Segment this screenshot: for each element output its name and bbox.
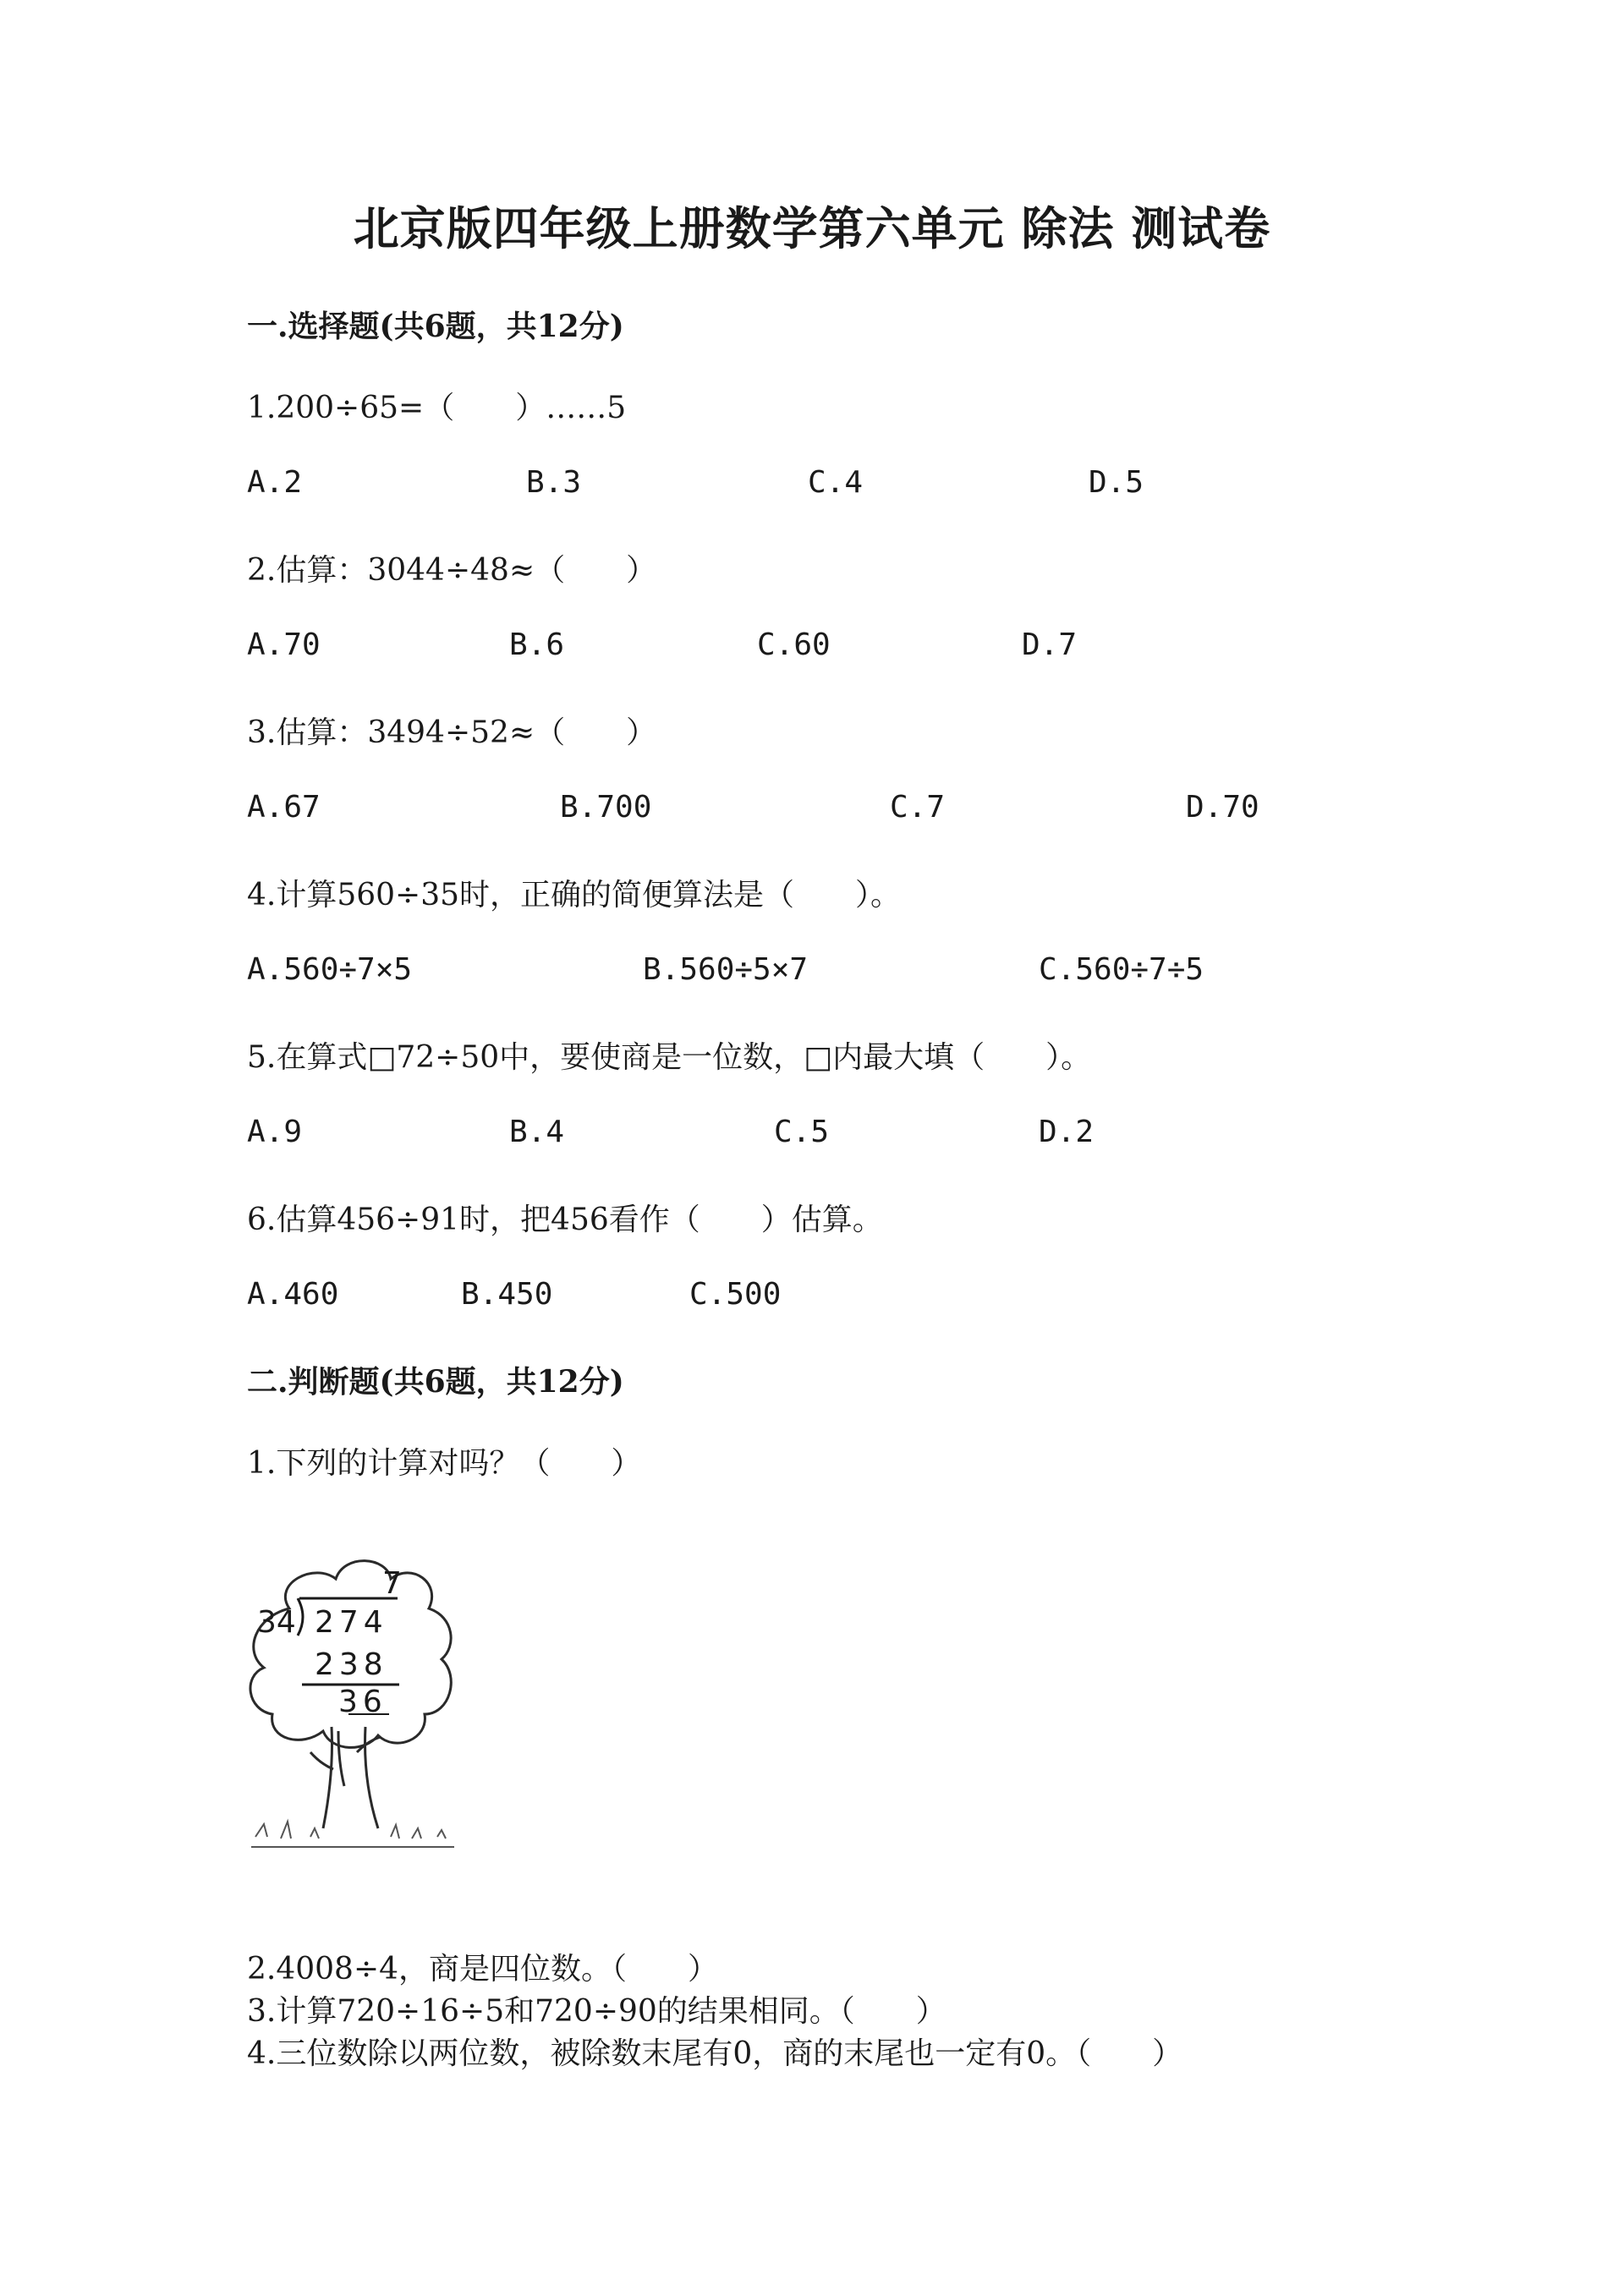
option-b: B.4 [509,1115,565,1149]
option-c: C.4 [808,465,864,500]
option-d: D.70 [1186,790,1259,825]
question-stem: 2.估算：3044÷48≈（ ） [247,553,657,588]
option-a: A.9 [247,1115,303,1149]
question-stem: 1.下列的计算对吗？（ ） [247,1446,642,1481]
option-c: C.60 [757,627,831,662]
question-stem: 4.计算560÷35时，正确的简便算法是（ ）。 [247,878,902,912]
page-title: 北京版四年级上册数学第六单元 除法 测试卷 [353,201,1271,255]
option-b: B.560÷5×7 [643,952,809,987]
option-d: D.5 [1089,465,1144,500]
tree-division-figure [239,1549,467,1862]
quotient-digit: 7 [382,1566,402,1601]
product: 238 [315,1647,388,1682]
tree-illustration [239,1549,467,1862]
option-b: B.3 [526,465,582,500]
option-b: B.450 [461,1277,553,1312]
option-d: D.7 [1022,627,1078,662]
option-a: A.70 [247,627,321,662]
option-b: B.6 [509,627,565,662]
question-stem: 2.4008÷4，商是四位数。（ ） [247,1952,719,1986]
option-b: B.700 [560,790,652,825]
question-stem: 6.估算456÷91时，把456看作（ ）估算。 [247,1203,883,1237]
question-stem: 5.在算式□72÷50中，要使商是一位数，□内最大填（ ）。 [247,1040,1092,1075]
option-c: C.5 [774,1115,830,1149]
divisor: 34 [257,1605,296,1640]
question-stem: 3.计算720÷16÷5和720÷90的结果相同。（ ） [247,1994,946,2029]
remainder: 36 [338,1685,387,1719]
question-stem: 4.三位数除以两位数，被除数末尾有0，商的末尾也一定有0。（ ） [247,2036,1183,2071]
section-heading-true-false: 二.判断题(共6题，共12分) [247,1364,624,1400]
question-stem: 3.估算：3494÷52≈（ ） [247,715,657,750]
option-a: A.560÷7×5 [247,952,413,987]
option-c: C.560÷7÷5 [1039,952,1204,987]
option-a: A.2 [247,465,303,500]
option-c: C.7 [890,790,946,825]
option-d: D.2 [1039,1115,1095,1149]
option-a: A.67 [247,790,321,825]
question-stem: 1.200÷65=（ ）……5 [247,391,627,425]
option-a: A.460 [247,1277,339,1312]
section-heading-multiple-choice: 一.选择题(共6题，共12分) [247,309,624,344]
option-c: C.500 [689,1277,782,1312]
dividend: 274 [315,1605,388,1640]
